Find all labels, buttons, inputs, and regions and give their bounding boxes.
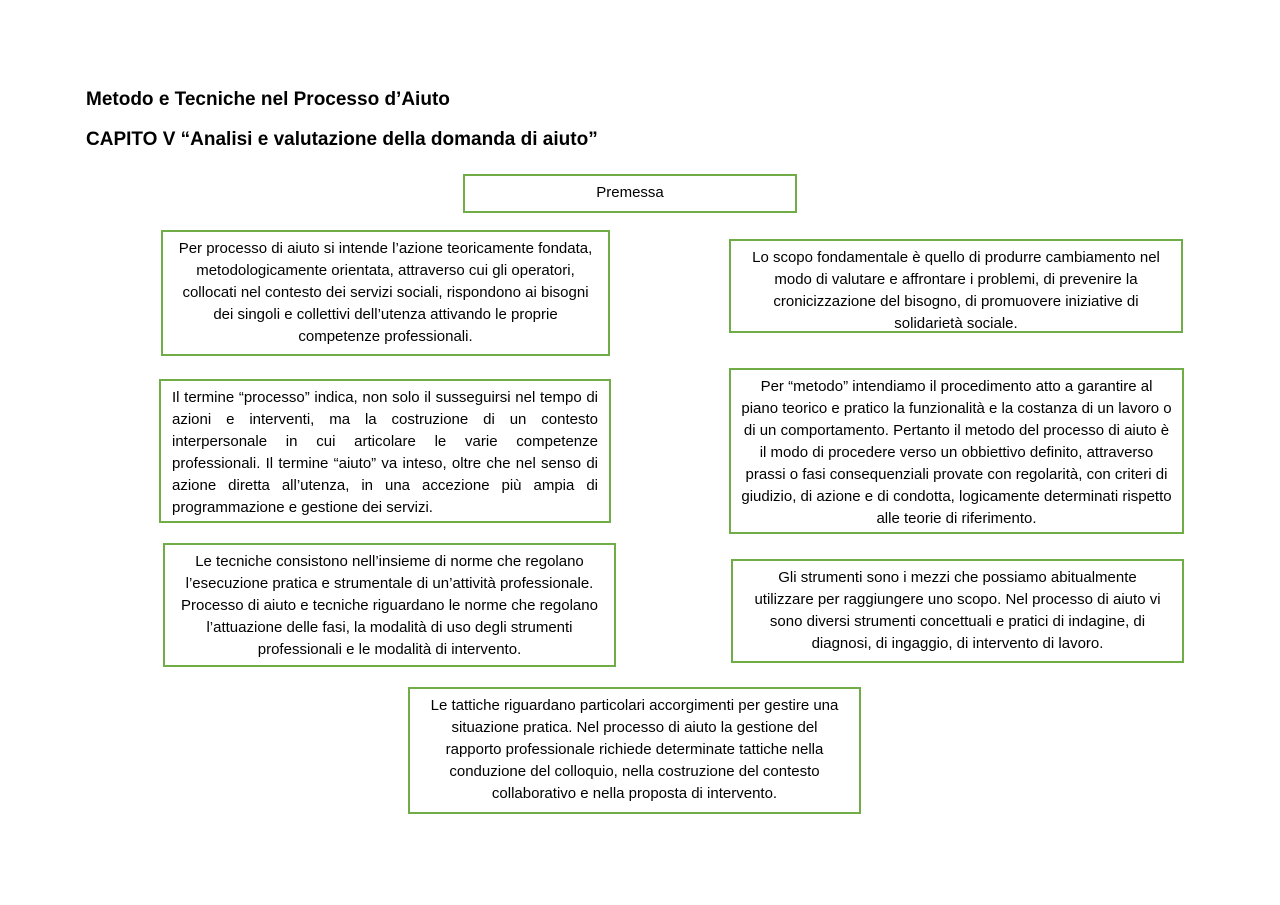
tecniche-text: Le tecniche consistono nell’insieme di norme che regolano l’esecuzione pratica e strumentale di un’attività professionale. Processo di aiuto e tecniche riguardano le norme che regolano l’attuazione delle fasi, la modalità di uso degli strumenti professionali e le modalità di intervento.	[181, 553, 598, 658]
tecniche-box	[163, 543, 616, 667]
termine-processo-box	[159, 379, 611, 523]
premessa-box	[463, 174, 797, 213]
document-title: Metodo e Tecniche nel Processo d’Aiuto	[86, 89, 450, 110]
metodo-box	[729, 368, 1184, 534]
processo-di-aiuto-text: Per processo di aiuto si intende l’azione teoricamente fondata, metodologicamente orientata, attraverso cui gli operatori, collocati nel contesto dei servizi sociali, rispondono ai bisogni dei singoli e collettivi dell’utenza attivando le proprie competenze professionali.	[178, 240, 593, 345]
scopo-box	[729, 239, 1183, 333]
tattiche-text: Le tattiche riguardano particolari accorgimenti per gestire una situazione pratica. Nel processo di aiuto la gestione del rapporto professionale richiede determinate tattiche nella conduzione del colloquio, nella costruzione del contesto collaborativo e nella proposta di intervento.	[430, 697, 839, 802]
premessa-text: Premessa	[596, 184, 664, 201]
tattiche-box	[408, 687, 861, 814]
scopo-text: Lo scopo fondamentale è quello di produrre cambiamento nel modo di valutare e affrontare i problemi, di prevenire la cronicizzazione del bisogno, di promuovere iniziative di solidarietà sociale.	[752, 249, 1160, 332]
termine-processo-text: Il termine “processo” indica, non solo il susseguirsi nel tempo di azioni e interventi, ma la costruzione di un contesto interpersonale in cui articolare le varie competenze professionali. Il termine “aiuto” va inteso, oltre che nel senso di azione diretta all’utenza, in una accezione più ampia di programmazione e gestione dei servizi.	[172, 389, 598, 516]
chapter-title: CAPITO V “Analisi e valutazione della domanda di aiuto”	[86, 129, 598, 150]
processo-di-aiuto-box	[161, 230, 610, 356]
strumenti-box	[731, 559, 1184, 663]
metodo-text: Per “metodo” intendiamo il procedimento atto a garantire al piano teorico e pratico la funzionalità e la costanza di un lavoro o di un comportamento. Pertanto il metodo del processo di aiuto è il modo di procedere verso un obbiettivo definito, attraverso prassi o fasi consequenziali provate con regolarità, con criteri di giudizio, di azione e di condotta, logicamente determinati rispetto alle teorie di riferimento.	[741, 378, 1172, 527]
strumenti-text: Gli strumenti sono i mezzi che possiamo abitualmente utilizzare per raggiungere uno scopo. Nel processo di aiuto vi sono diversi strumenti concettuali e pratici di indagine, di diagnosi, di ingaggio, di intervento di lavoro.	[754, 569, 1161, 652]
